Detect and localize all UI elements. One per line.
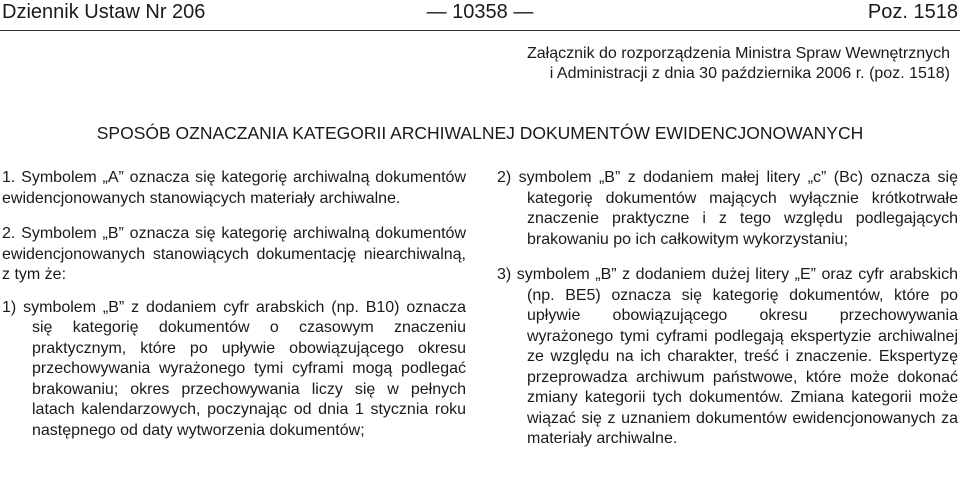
list-item-3: 3) symbolem „B” z dodaniem dużej litery „E” oraz cyfr arabskich (np. BE5) oznacza się kategorię dokumentów, które po upływie obowiązującego okresu przechowywania wyrażonego tymi cyframi podlegają ekspertyzie archiwalnej ze względu na ich charakter, treść i znaczenie. Ekspertyzę przeprowadza archiwum państwowe, które może dokonać zmiany kategorii tych dokumentów. Zmiana kategorii może wiązać się z uznaniem dokumentów ewidencjonowanych za materiały archiwalne. [497,266,958,447]
position-number: Poz. 1518 [867,1,958,23]
left-column [2,168,466,441]
list-item-1: 1) symbolem „B” z dodaniem cyfr arabskich (np. B10) oznacza się kategorię dokumentów o czasowym znaczeniu praktycznym, które po upływie obowiązującego okresu przechowywania wyrażonego tymi cyframi mogą podlegać brakowaniu; okres przechowywania liczy się w pełnych latach kalendarzowych, poczynając od dnia 1 stycznia roku następnego od daty wytworzenia dokumentów; [2,298,466,439]
annex-note [390,44,950,84]
page-header [0,0,960,31]
journal-name: Dziennik Ustaw Nr 206 [2,1,206,23]
list-item-2: 2) symbolem „B” z dodaniem małej litery „c” (Bc) oznacza się kategorię dokumentów mających wyłącznie krótkotrwałe znaczenie praktyczne i z tego względu podlegających brakowaniu po ich całkowitym wykorzystaniu; [497,169,958,248]
document-title: SPOSÓB OZNACZANIA KATEGORII ARCHIWALNEJ DOKUMENTÓW EWIDENCJONOWANYCH [96,123,864,143]
paragraph-1: 1. Symbolem „A” oznacza się kategorię archiwalną dokumentów ewidencjonowanych stanowiących materiały archiwalne. [2,169,466,207]
annex-line-1: Załącznik do rozporządzenia Ministra Spraw Wewnętrznych [527,45,950,62]
paragraph-2: 2. Symbolem „B” oznacza się kategorię archiwalną dokumentów ewidencjonowanych stanowiących dokumentację niearchiwalną, z tym że: [2,225,466,283]
right-column [497,168,958,450]
page-number: — 10358 — [426,1,534,23]
annex-line-2: i Administracji z dnia 30 października 2006 r. (poz. 1518) [549,65,950,82]
